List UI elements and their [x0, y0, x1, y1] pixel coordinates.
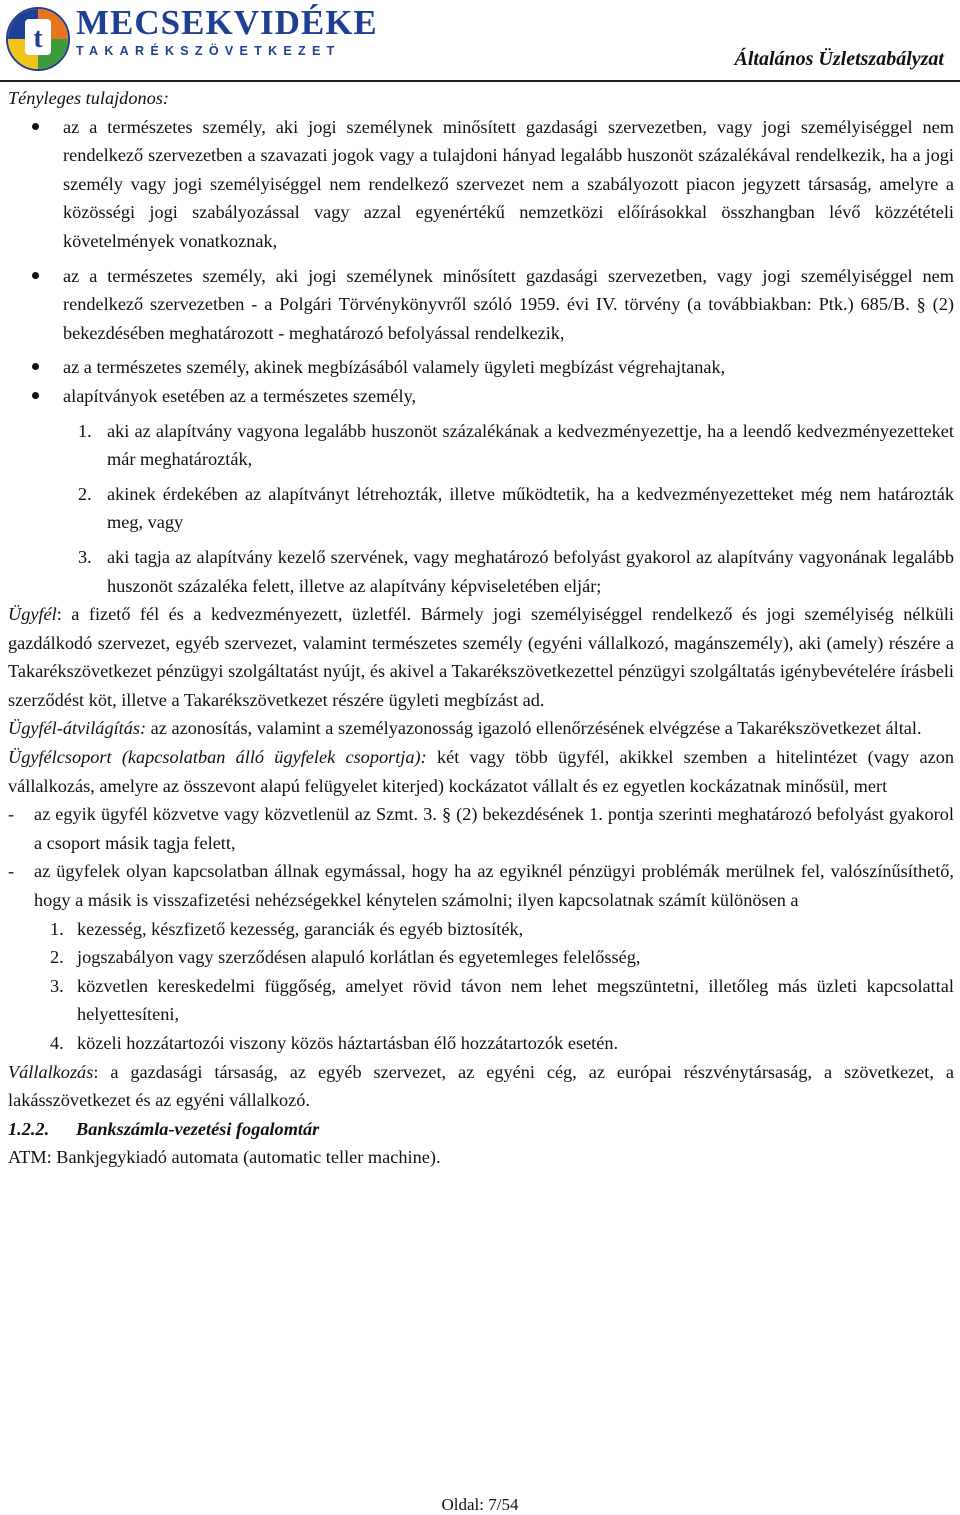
bullet-icon [32, 123, 39, 130]
definition-ugyfelcsoport: Ügyfélcsoport (kapcsolatban álló ügyfelek csoportja): két vagy több ügyfél, akikkel szemben a hitelintézet (vagy azon vállalkozás, amelyre az összevont alapú felügyelet kiterjed) kockázatot vállalt és ez egyetlen kockázatnak minősül, mert [8, 747, 954, 796]
bullet-item: alapítványok esetében az a természetes személy, [8, 382, 954, 411]
brand-name: MECSEKVIDÉKE [76, 3, 378, 42]
header-divider [0, 80, 960, 82]
bullet-icon [32, 363, 39, 370]
section-number: 1.2.2. [8, 1118, 50, 1139]
svg-text:t: t [33, 23, 43, 54]
bank-logo [6, 4, 70, 74]
term-vallalkozas: Vállalkozás [8, 1061, 94, 1082]
term-ugyfelcsoport: Ügyfélcsoport (kapcsolatban álló ügyfelek csoportja): [8, 747, 427, 768]
page-number: Oldal: 7/54 [441, 1495, 519, 1514]
page-content [8, 84, 954, 1172]
term-ugyfel-atvilagitas: Ügyfél-átvilágítás: [8, 718, 147, 739]
numbered-item: 1. kezesség, készfizető kezesség, garanciák és egyéb biztosíték, [50, 918, 524, 939]
bullet-icon [32, 272, 39, 279]
definition-vallalkozas: Vállalkozás: a gazdasági társaság, az egyéb szervezet, az egyéni cég, az európai részvénytársaság, a szövetkezet, a lakásszövetkezet és az egyéni vállalkozó. [8, 1061, 954, 1111]
term-tenyleges-tulajdonos: Tényleges tulajdonos: [8, 88, 169, 108]
brand-subtitle: TAKARÉKSZÖVETKEZET [76, 44, 341, 58]
definition-ugyfel: Ügyfél: a fizető fél és a kedvezményezett, üzletfél. Bármely jogi személyiséggel rendelkező és jogi személyiség nélküli gazdálkodó szervezet, egyéb szervezet, valamint természetes személy (egyéni vállalkozó, magánszemély), aki (amely) részére a Takarékszövetkezet pénzügyi szolgáltatást nyújt, és akivel a Takarékszövetkezettel pénzügyi szolgáltatás igénybevételére írásbeli szerződést köt, illetve a Takarékszövetkezet részére ügyleti megbízást ad. [8, 604, 954, 710]
definition-atm: ATM: Bankjegykiadó automata (automatic teller machine). [8, 1147, 441, 1168]
bullet-item: az a természetes személy, aki jogi személynek minősített gazdasági szervezetben, vagy jogi személyiséggel nem rendelkező szervezetben a szavazati jogok vagy a tulajdoni hányad legalább huszonöt százalékával rendelkezik, ha a jogi személy vagy jogi személyiséggel nem rendelkező szervezet nem a szabályozott piacon jegyzett társaság, amelyre a közösségi jogi szabályozással vagy azzal egyenértékű nemzetközi előírásokkal összhangban lévő közzétételi követelmények vonatkoznak, [8, 113, 954, 256]
section-title: Bankszámla-vezetés [76, 1118, 227, 1139]
numbered-item: 1. aki az alapítvány vagyona legalább huszonöt százalékának a kedvezményezettje, ha a leendő kedvezményezetteket már meghatározták, [78, 420, 954, 470]
term-ugyfel: Ügyfél [8, 604, 57, 625]
page-header [0, 0, 960, 80]
document-title: Általános Üzletszabályzat [734, 48, 944, 70]
dash-item: - az ügyfelek olyan kapcsolatban állnak egymással, hogy ha az egyiknél pénzügyi problémák merülnek fel, valószínűsíthető, hogy a másik is visszafizetési nehézségekkel kénytelen számolni; ilyen kapcsolatnak számít különösen a [8, 861, 954, 911]
definition-ugyfel-atvilagitas: Ügyfél-átvilágítás: az azonosítás, valamint a személyazonosság igazoló ellenőrzésének elvégzése a Takarékszövetkezet által. [8, 718, 922, 739]
numbered-item: 2. akinek érdekében az alapítványt létrehozták, illetve működtetik, ha a kedvezményezetteket még nem határozták meg, vagy [78, 483, 954, 533]
numbered-item: 3. aki tagja az alapítvány kezelő szervének, vagy meghatározó befolyást gyakorol az alapítvány vagyonának legalább huszonöt százaléka felett, illetve az alapítvány képviseletében eljár; [78, 546, 954, 596]
section-heading: 1.2.2. Bankszámla-vezetési fogalomtár [8, 1115, 954, 1144]
bullet-item: az a természetes személy, aki jogi személynek minősített gazdasági szervezetben, vagy jogi személyiséggel nem rendelkező szervezetben - a Polgári Törvénykönyvről szóló 1959. évi IV. törvény (a továbbiakban: Ptk.) 685/B. § (2) bekezdésében meghatározott - meghatározó befolyással rendelkezik, [8, 262, 954, 348]
numbered-item: 2. jogszabályon vagy szerződésen alapuló korlátlan és egyetemleges felelősség, [50, 947, 641, 968]
bullet-icon [32, 392, 39, 399]
dash-item: - az egyik ügyfél közvetve vagy közvetlenül az Szmt. 3. § (2) bekezdésének 1. pontja szerinti meghatározó befolyást gyakorol a csoport másik tagja felett, [8, 804, 954, 853]
numbered-item: 3. közvetlen kereskedelmi függőség, amelyet rövid távon nem lehet megszüntetni, illetőleg más üzleti kapcsolattal helyettesíteni, [50, 975, 954, 1025]
bullet-item: az a természetes személy, akinek megbízásából valamely ügyleti megbízást végrehajtanak, [8, 353, 954, 382]
numbered-item: 4. közeli hozzátartozói viszony közös háztartásban élő hozzátartozók esetén. [50, 1033, 619, 1053]
